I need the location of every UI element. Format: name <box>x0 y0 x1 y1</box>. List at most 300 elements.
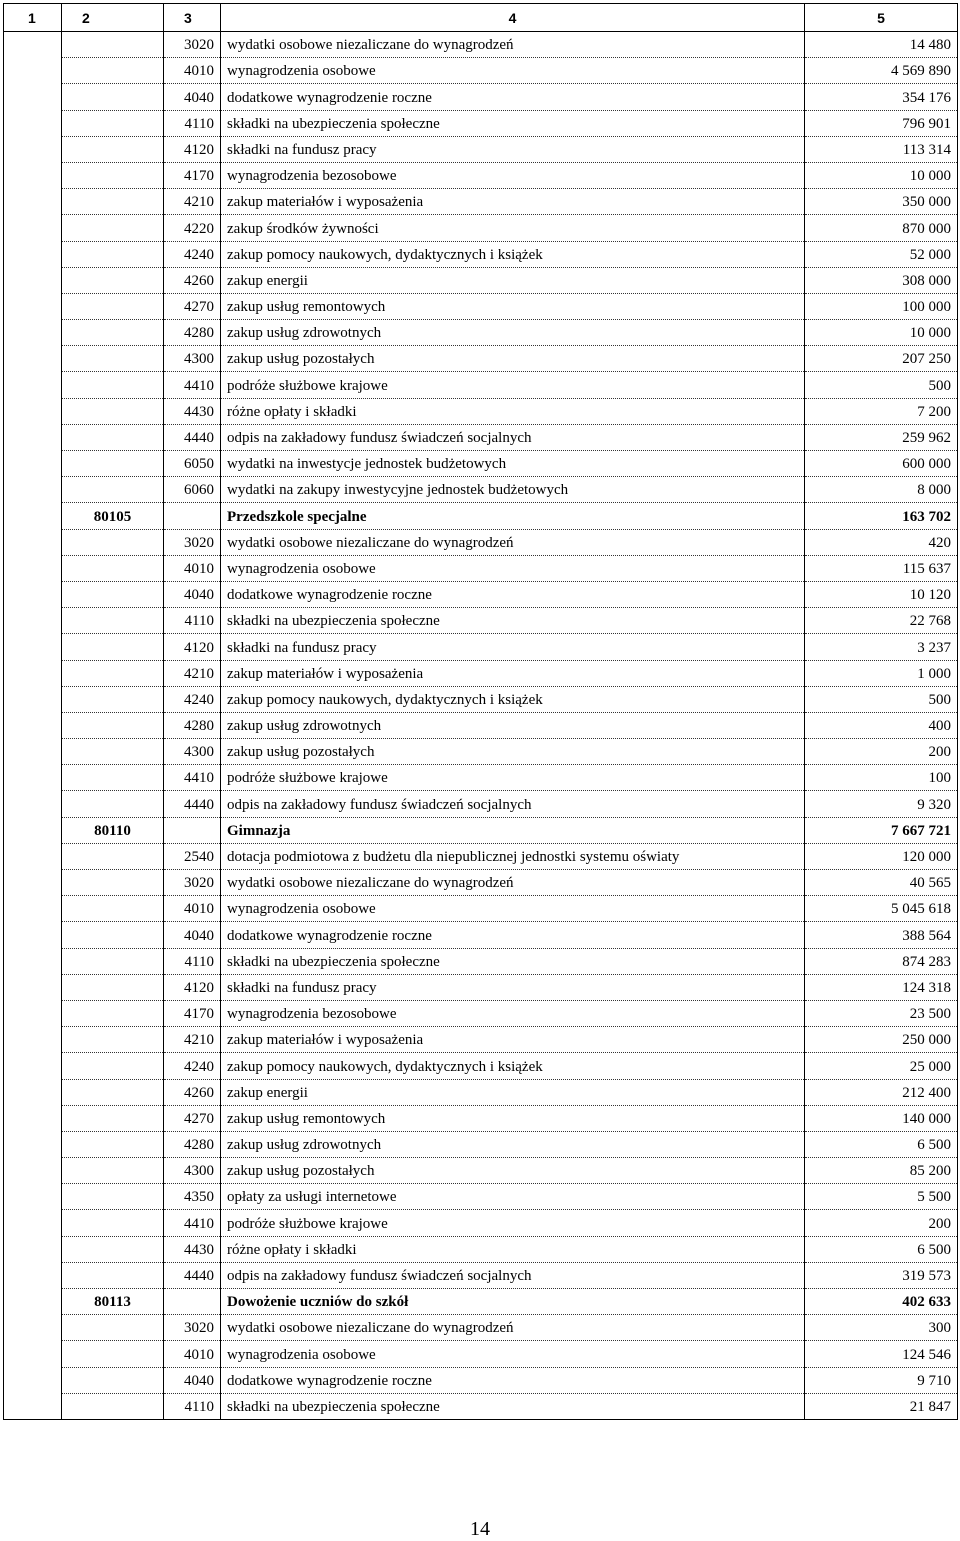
dzial-cell <box>4 1131 62 1157</box>
amount-cell: 354 176 <box>805 84 958 110</box>
amount-cell: 21 847 <box>805 1393 958 1419</box>
table-row <box>4 267 958 293</box>
amount-cell: 52 000 <box>805 241 958 267</box>
paragraf-cell: 4110 <box>164 608 221 634</box>
rozdzial-cell <box>62 451 164 477</box>
name-cell: wydatki osobowe niezaliczane do wynagrodzeń <box>221 32 805 58</box>
amount-cell: 388 564 <box>805 922 958 948</box>
dzial-cell <box>4 241 62 267</box>
paragraf-cell: 4240 <box>164 241 221 267</box>
paragraf-cell: 4110 <box>164 948 221 974</box>
rozdzial-cell <box>62 346 164 372</box>
table-row <box>4 634 958 660</box>
amount-cell: 874 283 <box>805 948 958 974</box>
dzial-cell <box>4 424 62 450</box>
paragraf-cell: 3020 <box>164 1315 221 1341</box>
table-row <box>4 1393 958 1419</box>
rozdzial-cell: 80105 <box>62 503 164 529</box>
paragraf-cell: 4040 <box>164 581 221 607</box>
rozdzial-cell <box>62 84 164 110</box>
rozdzial-cell <box>62 1315 164 1341</box>
name-cell: zakup materiałów i wyposażenia <box>221 1027 805 1053</box>
name-cell: zakup usług pozostałych <box>221 1158 805 1184</box>
table-row <box>4 1262 958 1288</box>
amount-cell: 420 <box>805 529 958 555</box>
table-row <box>4 529 958 555</box>
table-row <box>4 1236 958 1262</box>
rozdzial-cell <box>62 1184 164 1210</box>
table-row <box>4 346 958 372</box>
paragraf-cell: 4010 <box>164 896 221 922</box>
paragraf-cell: 4430 <box>164 398 221 424</box>
rozdzial-cell <box>62 1053 164 1079</box>
dzial-cell <box>4 843 62 869</box>
amount-cell: 100 000 <box>805 293 958 319</box>
paragraf-cell: 6060 <box>164 477 221 503</box>
table-row <box>4 555 958 581</box>
rozdzial-cell <box>62 1236 164 1262</box>
rozdzial-cell <box>62 712 164 738</box>
dzial-cell <box>4 1315 62 1341</box>
name-cell: Gimnazja <box>221 817 805 843</box>
amount-cell: 23 500 <box>805 1000 958 1026</box>
paragraf-cell: 4110 <box>164 110 221 136</box>
paragraf-cell: 4260 <box>164 267 221 293</box>
amount-cell: 350 000 <box>805 189 958 215</box>
dzial-cell <box>4 32 62 58</box>
name-cell: wydatki osobowe niezaliczane do wynagrodzeń <box>221 1315 805 1341</box>
dzial-cell <box>4 1236 62 1262</box>
paragraf-cell: 4170 <box>164 162 221 188</box>
amount-cell: 400 <box>805 712 958 738</box>
name-cell: składki na fundusz pracy <box>221 136 805 162</box>
name-cell: wydatki na inwestycje jednostek budżetowych <box>221 451 805 477</box>
rozdzial-cell <box>62 398 164 424</box>
name-cell: wydatki na zakupy inwestycyjne jednostek budżetowych <box>221 477 805 503</box>
table-row <box>4 84 958 110</box>
name-cell: dotacja podmiotowa z budżetu dla niepublicznej jednostki systemu oświaty <box>221 843 805 869</box>
name-cell: Przedszkole specjalne <box>221 503 805 529</box>
rozdzial-cell <box>62 477 164 503</box>
amount-cell: 9 320 <box>805 791 958 817</box>
table-row <box>4 791 958 817</box>
dzial-cell <box>4 1341 62 1367</box>
paragraf-cell: 4430 <box>164 1236 221 1262</box>
table-row <box>4 974 958 1000</box>
dzial-cell <box>4 162 62 188</box>
dzial-cell <box>4 136 62 162</box>
dzial-cell <box>4 320 62 346</box>
paragraf-cell: 3020 <box>164 870 221 896</box>
name-cell: wydatki osobowe niezaliczane do wynagrodzeń <box>221 870 805 896</box>
paragraf-cell: 4410 <box>164 765 221 791</box>
dzial-cell <box>4 791 62 817</box>
name-cell: dodatkowe wynagrodzenie roczne <box>221 84 805 110</box>
amount-cell: 5 045 618 <box>805 896 958 922</box>
paragraf-cell: 2540 <box>164 843 221 869</box>
table-row <box>4 712 958 738</box>
dzial-cell <box>4 1079 62 1105</box>
amount-cell: 200 <box>805 1210 958 1236</box>
rozdzial-cell <box>62 555 164 581</box>
dzial-cell <box>4 1158 62 1184</box>
column-header-dzial: 1 <box>4 4 62 32</box>
amount-cell: 9 710 <box>805 1367 958 1393</box>
rozdzial-cell <box>62 189 164 215</box>
paragraf-cell: 4240 <box>164 1053 221 1079</box>
paragraf-cell: 4280 <box>164 712 221 738</box>
rozdzial-cell <box>62 765 164 791</box>
dzial-cell <box>4 974 62 1000</box>
dzial-cell <box>4 1105 62 1131</box>
name-cell: zakup usług pozostałych <box>221 346 805 372</box>
name-cell: wynagrodzenia bezosobowe <box>221 1000 805 1026</box>
table-row <box>4 660 958 686</box>
dzial-cell <box>4 189 62 215</box>
dzial-cell <box>4 608 62 634</box>
dzial-cell <box>4 503 62 529</box>
name-cell: odpis na zakładowy fundusz świadczeń socjalnych <box>221 1262 805 1288</box>
dzial-cell <box>4 1262 62 1288</box>
amount-cell: 200 <box>805 739 958 765</box>
name-cell: dodatkowe wynagrodzenie roczne <box>221 922 805 948</box>
name-cell: odpis na zakładowy fundusz świadczeń socjalnych <box>221 791 805 817</box>
table-row <box>4 843 958 869</box>
column-header-kwota: 5 <box>805 4 958 32</box>
amount-cell: 113 314 <box>805 136 958 162</box>
paragraf-cell: 4300 <box>164 1158 221 1184</box>
paragraf-cell: 4300 <box>164 346 221 372</box>
rozdzial-cell <box>62 686 164 712</box>
table-row <box>4 162 958 188</box>
paragraf-cell <box>164 1289 221 1315</box>
amount-cell: 1 000 <box>805 660 958 686</box>
amount-cell: 796 901 <box>805 110 958 136</box>
amount-cell: 3 237 <box>805 634 958 660</box>
amount-cell: 250 000 <box>805 1027 958 1053</box>
paragraf-cell: 4300 <box>164 739 221 765</box>
name-cell: zakup materiałów i wyposażenia <box>221 189 805 215</box>
rozdzial-cell <box>62 660 164 686</box>
page-number: 14 <box>470 1518 490 1540</box>
table-row <box>4 372 958 398</box>
paragraf-cell: 4120 <box>164 136 221 162</box>
rozdzial-cell: 80110 <box>62 817 164 843</box>
table-row <box>4 241 958 267</box>
paragraf-cell: 4010 <box>164 1341 221 1367</box>
amount-cell: 5 500 <box>805 1184 958 1210</box>
name-cell: wynagrodzenia osobowe <box>221 896 805 922</box>
dzial-cell <box>4 398 62 424</box>
amount-cell: 500 <box>805 686 958 712</box>
rozdzial-cell <box>62 1367 164 1393</box>
amount-cell: 40 565 <box>805 870 958 896</box>
dzial-cell <box>4 896 62 922</box>
rozdzial-cell <box>62 974 164 1000</box>
table-row <box>4 1367 958 1393</box>
table-row <box>4 398 958 424</box>
paragraf-cell: 6050 <box>164 451 221 477</box>
column-header-paragraf: 3 <box>164 4 221 32</box>
paragraf-cell: 4170 <box>164 1000 221 1026</box>
paragraf-cell: 4440 <box>164 791 221 817</box>
amount-cell: 7 200 <box>805 398 958 424</box>
table-row <box>4 320 958 346</box>
dzial-cell <box>4 84 62 110</box>
paragraf-cell: 4210 <box>164 189 221 215</box>
amount-cell: 163 702 <box>805 503 958 529</box>
name-cell: składki na fundusz pracy <box>221 974 805 1000</box>
chapter-row <box>4 817 958 843</box>
amount-cell: 300 <box>805 1315 958 1341</box>
rozdzial-cell <box>62 948 164 974</box>
dzial-cell <box>4 712 62 738</box>
dzial-cell <box>4 529 62 555</box>
table-row <box>4 686 958 712</box>
dzial-cell <box>4 1289 62 1315</box>
name-cell: różne opłaty i składki <box>221 398 805 424</box>
name-cell: składki na ubezpieczenia społeczne <box>221 1393 805 1419</box>
paragraf-cell: 4280 <box>164 320 221 346</box>
dzial-cell <box>4 293 62 319</box>
name-cell: składki na ubezpieczenia społeczne <box>221 948 805 974</box>
rozdzial-cell <box>62 1158 164 1184</box>
rozdzial-cell <box>62 1027 164 1053</box>
table-row <box>4 870 958 896</box>
amount-cell: 25 000 <box>805 1053 958 1079</box>
table-row <box>4 1105 958 1131</box>
rozdzial-cell <box>62 1341 164 1367</box>
amount-cell: 259 962 <box>805 424 958 450</box>
rozdzial-cell <box>62 843 164 869</box>
paragraf-cell: 4220 <box>164 215 221 241</box>
table-row <box>4 765 958 791</box>
name-cell: Dowożenie uczniów do szkół <box>221 1289 805 1315</box>
dzial-cell <box>4 739 62 765</box>
paragraf-cell: 4210 <box>164 660 221 686</box>
rozdzial-cell <box>62 1262 164 1288</box>
name-cell: zakup usług zdrowotnych <box>221 1131 805 1157</box>
name-cell: podróże służbowe krajowe <box>221 765 805 791</box>
dzial-cell <box>4 451 62 477</box>
table-row <box>4 1027 958 1053</box>
name-cell: zakup energii <box>221 267 805 293</box>
rozdzial-cell <box>62 1105 164 1131</box>
paragraf-cell: 4010 <box>164 58 221 84</box>
name-cell: składki na fundusz pracy <box>221 634 805 660</box>
rozdzial-cell <box>62 267 164 293</box>
amount-cell: 14 480 <box>805 32 958 58</box>
table-row <box>4 1184 958 1210</box>
paragraf-cell: 4040 <box>164 84 221 110</box>
rozdzial-cell <box>62 581 164 607</box>
column-header-nazwa: 4 <box>221 4 805 32</box>
amount-cell: 870 000 <box>805 215 958 241</box>
rozdzial-cell <box>62 529 164 555</box>
rozdzial-cell: 80113 <box>62 1289 164 1315</box>
dzial-cell <box>4 267 62 293</box>
amount-cell: 8 000 <box>805 477 958 503</box>
rozdzial-cell <box>62 608 164 634</box>
amount-cell: 4 569 890 <box>805 58 958 84</box>
rozdzial-cell <box>62 136 164 162</box>
paragraf-cell: 4280 <box>164 1131 221 1157</box>
name-cell: różne opłaty i składki <box>221 1236 805 1262</box>
dzial-cell <box>4 215 62 241</box>
rozdzial-cell <box>62 1079 164 1105</box>
paragraf-cell: 4120 <box>164 634 221 660</box>
table-row <box>4 424 958 450</box>
table-row <box>4 189 958 215</box>
name-cell: wynagrodzenia osobowe <box>221 555 805 581</box>
amount-cell: 10 000 <box>805 162 958 188</box>
dzial-cell <box>4 817 62 843</box>
table-row <box>4 1000 958 1026</box>
name-cell: podróże służbowe krajowe <box>221 372 805 398</box>
paragraf-cell: 4120 <box>164 974 221 1000</box>
paragraf-cell <box>164 503 221 529</box>
table-row <box>4 110 958 136</box>
table-row <box>4 477 958 503</box>
paragraf-cell: 3020 <box>164 529 221 555</box>
dzial-cell <box>4 1027 62 1053</box>
dzial-cell <box>4 765 62 791</box>
paragraf-cell: 3020 <box>164 32 221 58</box>
dzial-cell <box>4 686 62 712</box>
rozdzial-cell <box>62 634 164 660</box>
rozdzial-cell <box>62 870 164 896</box>
rozdzial-cell <box>62 739 164 765</box>
paragraf-cell: 4270 <box>164 1105 221 1131</box>
name-cell: zakup usług remontowych <box>221 1105 805 1131</box>
table-row <box>4 1341 958 1367</box>
rozdzial-cell <box>62 1210 164 1236</box>
rozdzial-cell <box>62 32 164 58</box>
paragraf-cell: 4010 <box>164 555 221 581</box>
name-cell: zakup usług zdrowotnych <box>221 320 805 346</box>
rozdzial-cell <box>62 1131 164 1157</box>
paragraf-cell: 4410 <box>164 372 221 398</box>
chapter-row <box>4 503 958 529</box>
table-row <box>4 293 958 319</box>
name-cell: zakup usług zdrowotnych <box>221 712 805 738</box>
amount-cell: 500 <box>805 372 958 398</box>
table-row <box>4 608 958 634</box>
amount-cell: 308 000 <box>805 267 958 293</box>
amount-cell: 402 633 <box>805 1289 958 1315</box>
dzial-cell <box>4 110 62 136</box>
table-row <box>4 1053 958 1079</box>
dzial-cell <box>4 1210 62 1236</box>
dzial-cell <box>4 58 62 84</box>
name-cell: wynagrodzenia bezosobowe <box>221 162 805 188</box>
dzial-cell <box>4 1000 62 1026</box>
amount-cell: 120 000 <box>805 843 958 869</box>
name-cell: wynagrodzenia osobowe <box>221 58 805 84</box>
paragraf-cell: 4350 <box>164 1184 221 1210</box>
table-row <box>4 922 958 948</box>
header-row <box>4 4 958 32</box>
table-row <box>4 581 958 607</box>
name-cell: odpis na zakładowy fundusz świadczeń socjalnych <box>221 424 805 450</box>
table-row <box>4 739 958 765</box>
table-row <box>4 1210 958 1236</box>
paragraf-cell: 4410 <box>164 1210 221 1236</box>
table-row <box>4 1158 958 1184</box>
amount-cell: 212 400 <box>805 1079 958 1105</box>
dzial-cell <box>4 372 62 398</box>
rozdzial-cell <box>62 424 164 450</box>
amount-cell: 10 000 <box>805 320 958 346</box>
paragraf-cell: 4040 <box>164 1367 221 1393</box>
amount-cell: 207 250 <box>805 346 958 372</box>
name-cell: wydatki osobowe niezaliczane do wynagrodzeń <box>221 529 805 555</box>
name-cell: zakup materiałów i wyposażenia <box>221 660 805 686</box>
rozdzial-cell <box>62 320 164 346</box>
paragraf-cell: 4240 <box>164 686 221 712</box>
rozdzial-cell <box>62 293 164 319</box>
name-cell: zakup środków żywności <box>221 215 805 241</box>
paragraf-cell: 4440 <box>164 1262 221 1288</box>
table-row <box>4 948 958 974</box>
table-row <box>4 32 958 58</box>
rozdzial-cell <box>62 110 164 136</box>
rozdzial-cell <box>62 241 164 267</box>
table-row <box>4 58 958 84</box>
dzial-cell <box>4 1184 62 1210</box>
name-cell: składki na ubezpieczenia społeczne <box>221 110 805 136</box>
name-cell: opłaty za usługi internetowe <box>221 1184 805 1210</box>
name-cell: dodatkowe wynagrodzenie roczne <box>221 581 805 607</box>
dzial-cell <box>4 555 62 581</box>
name-cell: zakup usług remontowych <box>221 293 805 319</box>
amount-cell: 22 768 <box>805 608 958 634</box>
rozdzial-cell <box>62 922 164 948</box>
rozdzial-cell <box>62 896 164 922</box>
name-cell: zakup energii <box>221 1079 805 1105</box>
name-cell: zakup pomocy naukowych, dydaktycznych i książek <box>221 686 805 712</box>
amount-cell: 124 546 <box>805 1341 958 1367</box>
amount-cell: 100 <box>805 765 958 791</box>
name-cell: zakup pomocy naukowych, dydaktycznych i książek <box>221 1053 805 1079</box>
dzial-cell <box>4 660 62 686</box>
paragraf-cell: 4040 <box>164 922 221 948</box>
amount-cell: 600 000 <box>805 451 958 477</box>
dzial-cell <box>4 477 62 503</box>
dzial-cell <box>4 870 62 896</box>
table-row <box>4 215 958 241</box>
amount-cell: 6 500 <box>805 1236 958 1262</box>
paragraf-cell: 4260 <box>164 1079 221 1105</box>
dzial-cell <box>4 581 62 607</box>
table-row <box>4 1079 958 1105</box>
column-header-rozdzial: 2 <box>62 4 164 32</box>
amount-cell: 7 667 721 <box>805 817 958 843</box>
amount-cell: 115 637 <box>805 555 958 581</box>
name-cell: zakup pomocy naukowych, dydaktycznych i książek <box>221 241 805 267</box>
paragraf-cell <box>164 817 221 843</box>
dzial-cell <box>4 922 62 948</box>
rozdzial-cell <box>62 215 164 241</box>
rozdzial-cell <box>62 791 164 817</box>
table-row <box>4 1131 958 1157</box>
paragraf-cell: 4210 <box>164 1027 221 1053</box>
paragraf-cell: 4270 <box>164 293 221 319</box>
rozdzial-cell <box>62 162 164 188</box>
rozdzial-cell <box>62 1000 164 1026</box>
paragraf-cell: 4440 <box>164 424 221 450</box>
budget-expenditure-table <box>3 3 958 1420</box>
